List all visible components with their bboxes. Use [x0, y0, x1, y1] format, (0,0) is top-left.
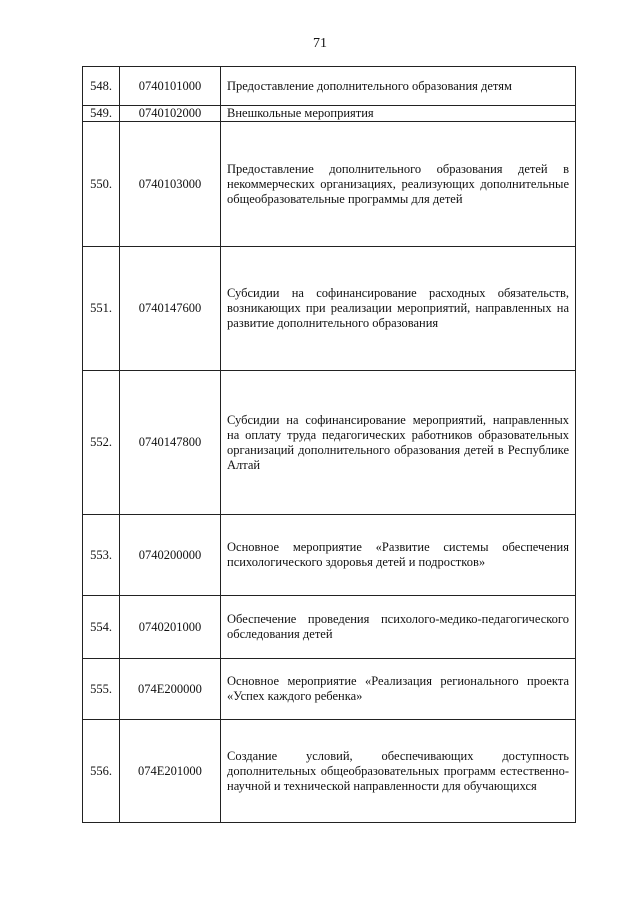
table-row	[83, 720, 576, 823]
row-code: 0740103000	[120, 122, 221, 247]
budget-code-table	[82, 66, 576, 823]
table-row	[83, 515, 576, 596]
row-number: 554.	[83, 596, 120, 659]
row-description: Субсидии на софинансирование мероприятий, направленных на оплату труда педагогических работников образовательных организаций дополнительного образования детей в Республике Алтай	[221, 371, 576, 515]
row-number: 548.	[83, 67, 120, 106]
row-description: Основное мероприятие «Реализация регионального проекта «Успех каждого ребенка»	[221, 659, 576, 720]
table-row	[83, 122, 576, 247]
row-code: 0740102000	[120, 106, 221, 122]
table-row	[83, 106, 576, 122]
row-description: Предоставление дополнительного образования детям	[221, 67, 576, 106]
row-number: 553.	[83, 515, 120, 596]
row-number: 556.	[83, 720, 120, 823]
row-description: Создание условий, обеспечивающих доступность дополнительных общеобразовательных программ естественно-научной и технической направленности для обучающихся	[221, 720, 576, 823]
row-number: 551.	[83, 247, 120, 371]
row-code: 0740101000	[120, 67, 221, 106]
row-number: 552.	[83, 371, 120, 515]
row-description: Внешкольные мероприятия	[221, 106, 576, 122]
row-code: 0740147600	[120, 247, 221, 371]
row-description: Основное мероприятие «Развитие системы обеспечения психологического здоровья детей и подростков»	[221, 515, 576, 596]
row-description: Предоставление дополнительного образования детей в некоммерческих организациях, реализующих дополнительные общеобразовательные программы для детей	[221, 122, 576, 247]
table-row	[83, 67, 576, 106]
row-code: 0740201000	[120, 596, 221, 659]
row-number: 550.	[83, 122, 120, 247]
row-description: Субсидии на софинансирование расходных обязательств, возникающих при реализации мероприятий, направленных на развитие дополнительного образования	[221, 247, 576, 371]
page-number: 71	[313, 36, 327, 51]
row-number: 549.	[83, 106, 120, 122]
row-code: 074E200000	[120, 659, 221, 720]
table-row	[83, 247, 576, 371]
table-row	[83, 659, 576, 720]
table-row	[83, 371, 576, 515]
table-row	[83, 596, 576, 659]
row-code: 074E201000	[120, 720, 221, 823]
row-number: 555.	[83, 659, 120, 720]
row-code: 0740147800	[120, 371, 221, 515]
row-description: Обеспечение проведения психолого-медико-педагогического обследования детей	[221, 596, 576, 659]
row-code: 0740200000	[120, 515, 221, 596]
